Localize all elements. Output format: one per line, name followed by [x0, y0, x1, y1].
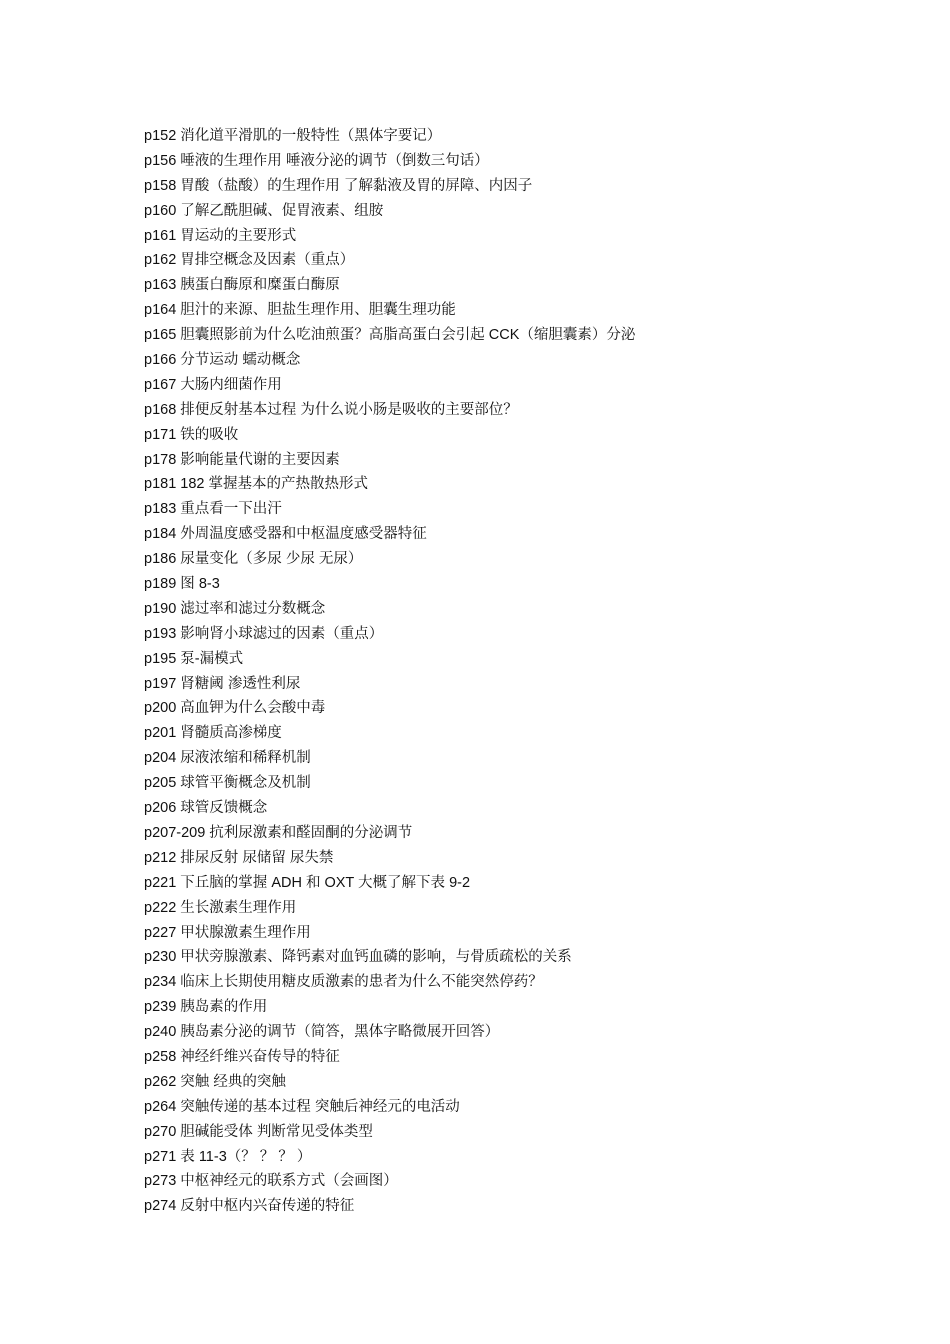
note-line: p164 胆汁的来源、胆盐生理作用、胆囊生理功能 — [144, 302, 456, 319]
note-line: p162 胃排空概念及因素（重点） — [144, 252, 355, 269]
note-line: p181 182 掌握基本的产热散热形式 — [144, 476, 369, 493]
note-line: p167 大肠内细菌作用 — [144, 376, 282, 393]
note-line: p227 甲状腺激素生理作用 — [144, 924, 311, 941]
note-line: p152 消化道平滑肌的一般特性（黑体字要记） — [144, 128, 442, 144]
note-line: p189 图 8-3 — [144, 576, 220, 593]
note-line: p195 泵-漏模式 — [144, 650, 244, 667]
note-line: p166 分节运动 蠕动概念 — [144, 352, 301, 369]
note-line: p234 临床上长期使用糖皮质激素的患者为什么不能突然停药？ — [144, 974, 543, 991]
note-line: p190 滤过率和滤过分数概念 — [144, 600, 326, 617]
note-line: p184 外周温度感受器和中枢温度感受器特征 — [144, 526, 427, 543]
note-line: p165 胆囊照影前为什么吃油煎蛋？高脂高蛋白会引起 CCK（缩胆囊素）分泌 — [144, 327, 636, 344]
note-line: p270 胆碱能受体 判断常见受体类型 — [144, 1123, 373, 1140]
note-line: p156 唾液的生理作用 唾液分泌的调节（倒数三句话） — [144, 152, 489, 169]
note-line: p168 排便反射基本过程 为什么说小肠是吸收的主要部位？ — [144, 401, 518, 418]
note-line: p201 肾髓质高渗梯度 — [144, 725, 282, 742]
note-line: p171 铁的吸收 — [144, 426, 239, 443]
note-line: p222 生长激素生理作用 — [144, 899, 297, 916]
note-line: p161 胃运动的主要形式 — [144, 227, 297, 244]
note-line: p274 反射中枢内兴奋传递的特征 — [144, 1198, 355, 1215]
note-line: p183 重点看一下出汗 — [144, 501, 282, 518]
note-line: p186 尿量变化（多尿 少尿 无尿） — [144, 551, 363, 568]
note-line: p204 尿液浓缩和稀释机制 — [144, 750, 311, 767]
note-line: p206 球管反馈概念 — [144, 800, 268, 817]
note-line: p160 了解乙酰胆碱、促胃液素、组胺 — [144, 202, 384, 219]
study-notes-list — [144, 124, 844, 1219]
note-line: p221 下丘脑的掌握 ADH 和 OXT 大概了解下表 9-2 — [144, 874, 471, 891]
note-line: p273 中枢神经元的联系方式（会画图） — [144, 1173, 398, 1190]
note-line: p158 胃酸（盐酸）的生理作用 了解黏液及胃的屏障、内因子 — [144, 177, 533, 194]
note-line: p262 突触 经典的突触 — [144, 1073, 286, 1090]
note-line: p163 胰蛋白酶原和糜蛋白酶原 — [144, 277, 340, 294]
note-line: p212 排尿反射 尿储留 尿失禁 — [144, 849, 334, 866]
note-line: p207-209 抗利尿激素和醛固酮的分泌调节 — [144, 824, 413, 841]
note-line: p178 影响能量代谢的主要因素 — [144, 451, 340, 468]
note-line: p193 影响肾小球滤过的因素（重点） — [144, 625, 384, 642]
note-line: p258 神经纤维兴奋传导的特征 — [144, 1048, 340, 1065]
note-line: p240 胰岛素分泌的调节（简答，黑体字略微展开回答） — [144, 1024, 500, 1041]
note-line: p239 胰岛素的作用 — [144, 999, 268, 1016]
note-line: p264 突触传递的基本过程 突触后神经元的电活动 — [144, 1098, 460, 1115]
note-line: p197 肾糖阈 渗透性利尿 — [144, 675, 301, 692]
note-line: p271 表 11-3（？ ？ ？ ） — [144, 1148, 312, 1165]
note-line: p230 甲状旁腺激素、降钙素对血钙血磷的影响，与骨质疏松的关系 — [144, 949, 572, 966]
note-line: p205 球管平衡概念及机制 — [144, 775, 311, 792]
note-line: p200 高血钾为什么会酸中毒 — [144, 700, 326, 717]
